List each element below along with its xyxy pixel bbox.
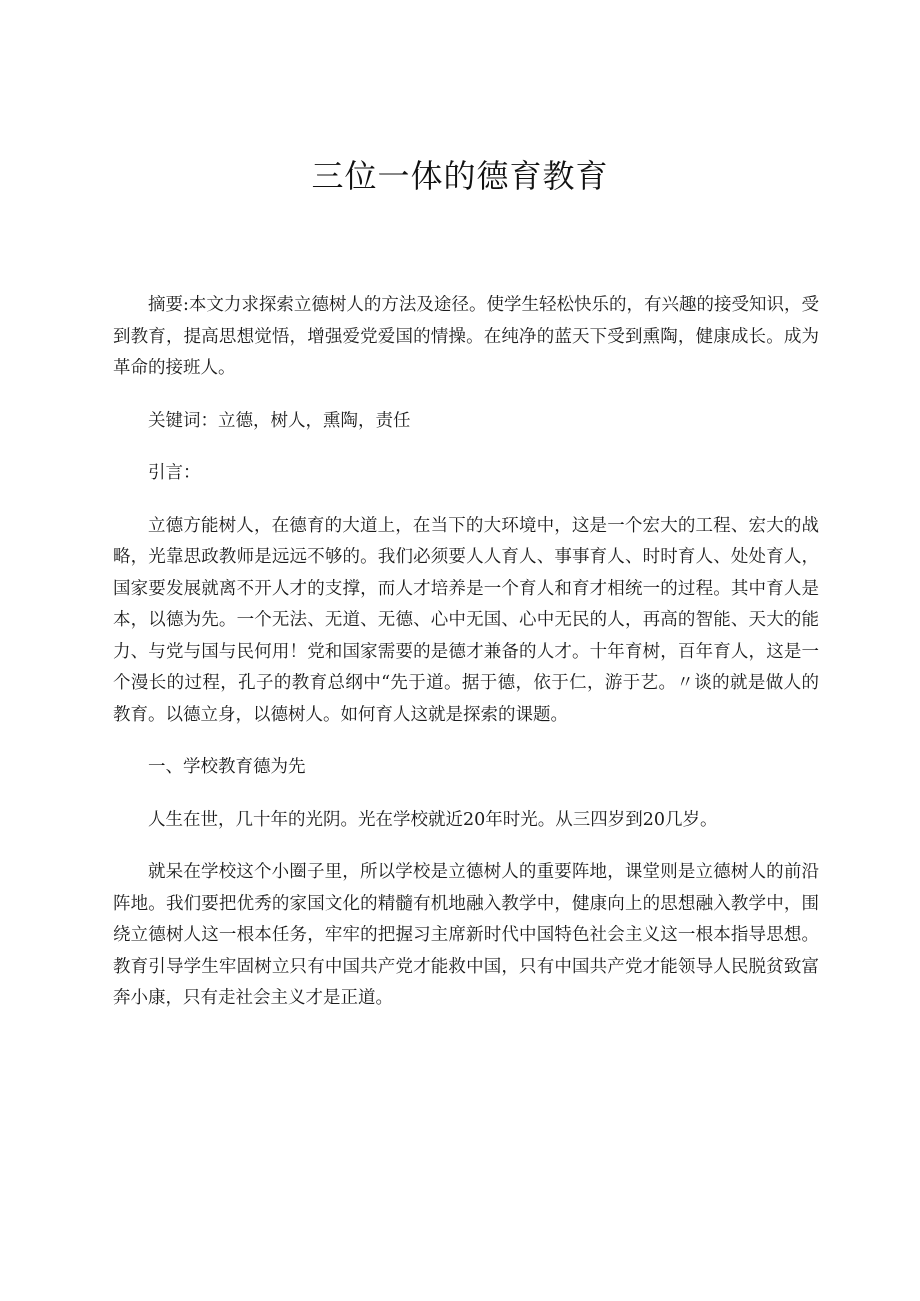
body-paragraph: 人生在世，几十年的光阴。光在学校就近20年时光。从三四岁到20几岁。 (148, 809, 718, 830)
section-heading-1: 一、学校教育德为先 (148, 757, 306, 777)
keywords-paragraph: 关键词：立德，树人，熏陶，责任 (148, 410, 411, 431)
document-body (113, 290, 819, 1015)
body-paragraph: 就呆在学校这个小圈子里，所以学校是立德树人的重要阵地，课堂则是立德树人的前沿阵地。我们要把优秀的家国文化的精髓有机地融入教学中，健康向上的思想融入教学中，围绕立德树人这一根本任务，牢牢的把握习主席新时代中国特色社会主义这一根本指导思想。教育引导学生牢固树立只有中国共产党才能救中国，只有中国共产党才能领导人民脱贫致富奔小康，只有走社会主义才是正道。 (113, 862, 819, 1008)
document-title: 三位一体的德育教育 (311, 157, 609, 195)
abstract-paragraph: 摘要:本文力求探索立德树人的方法及途径。使学生轻松快乐的，有兴趣的接受知识，受到教育，提高思想觉悟，增强爱党爱国的情操。在纯净的蓝天下受到熏陶，健康成长。成为革命的接班人。 (113, 295, 819, 378)
introduction-heading: 引言： (148, 463, 201, 483)
introduction-paragraph: 立德方能树人，在德育的大道上，在当下的大环境中，这是一个宏大的工程、宏大的战略，光靠思政教师是远远不够的。我们必须要人人育人、事事育人、时时育人、处处育人，国家要发展就离不开人才的支撑，而人才培养是一个育人和育才相统一的过程。其中育人是本，以德为先。一个无法、无道、无德、心中无国、心中无民的人，再高的智能、天大的能力、与党与国与民何用！党和国家需要的是德才兼备的人才。十年育树，百年育人，这是一个漫长的过程，孔子的教育总纲中“先于道。据于德，依于仁，游于艺。〃谈的就是做人的教育。以德立身，以德树人。如何育人这就是探索的课题。 (113, 515, 819, 725)
